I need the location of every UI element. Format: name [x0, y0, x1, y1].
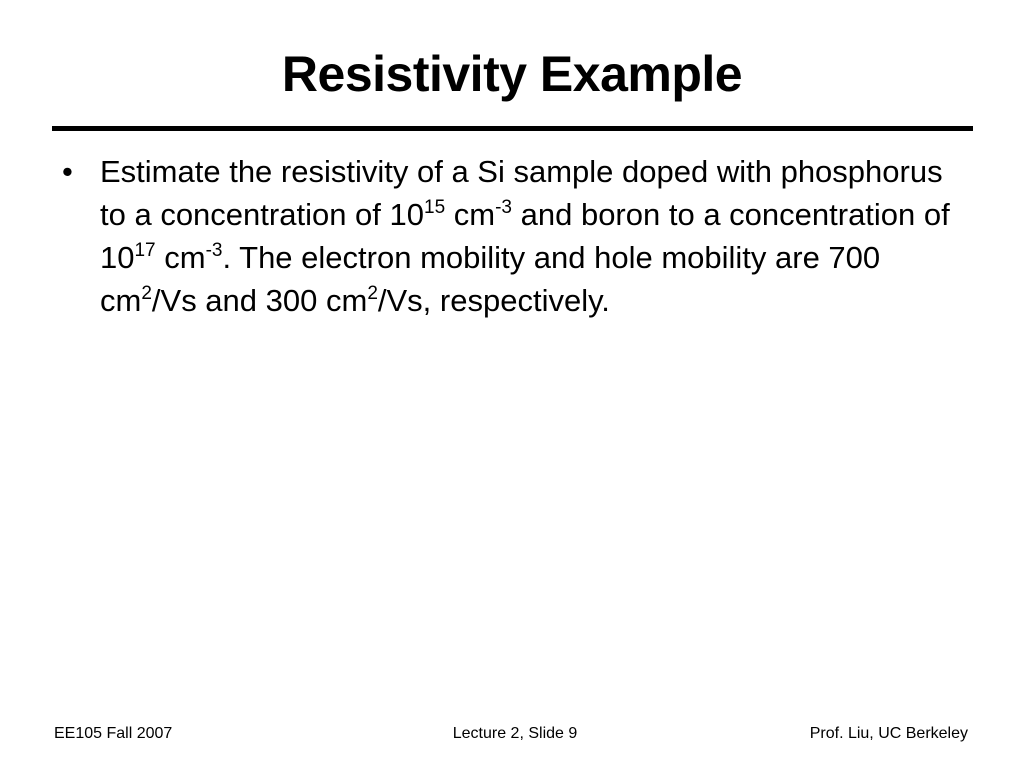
exponent-neg3-b: -3: [205, 240, 223, 261]
exponent-2-a: 2: [141, 283, 152, 304]
bullet-item: [62, 150, 962, 322]
bullet-dot-icon: •: [62, 154, 73, 189]
bullet-text-2: cm: [445, 197, 496, 232]
exponent-17: 17: [134, 240, 156, 261]
exponent-2-b: 2: [367, 283, 378, 304]
footer-course: EE105 Fall 2007: [54, 725, 173, 742]
bullet-text-3: and boron to a concentration of 10: [100, 197, 950, 275]
bullet-text-7: /Vs, respectively.: [377, 283, 610, 318]
slide-body: [62, 150, 962, 322]
bullet-text-4: cm: [155, 240, 206, 275]
exponent-neg3-a: -3: [495, 197, 512, 218]
bullet-text-6: /Vs and 300 cm: [151, 283, 368, 318]
slide-title: Resistivity Example: [281, 46, 743, 102]
footer-slide-number: Lecture 2, Slide 9: [452, 725, 578, 742]
title-divider: [52, 126, 973, 131]
footer-author: Prof. Liu, UC Berkeley: [809, 725, 968, 742]
exponent-15: 15: [424, 197, 446, 218]
bullet-text-5: . The electron mobility and hole mobility are 700 cm: [100, 240, 881, 318]
bullet-text-1: Estimate the resistivity of a Si sample doped with phosphorus to a concentration of 10: [100, 154, 943, 232]
